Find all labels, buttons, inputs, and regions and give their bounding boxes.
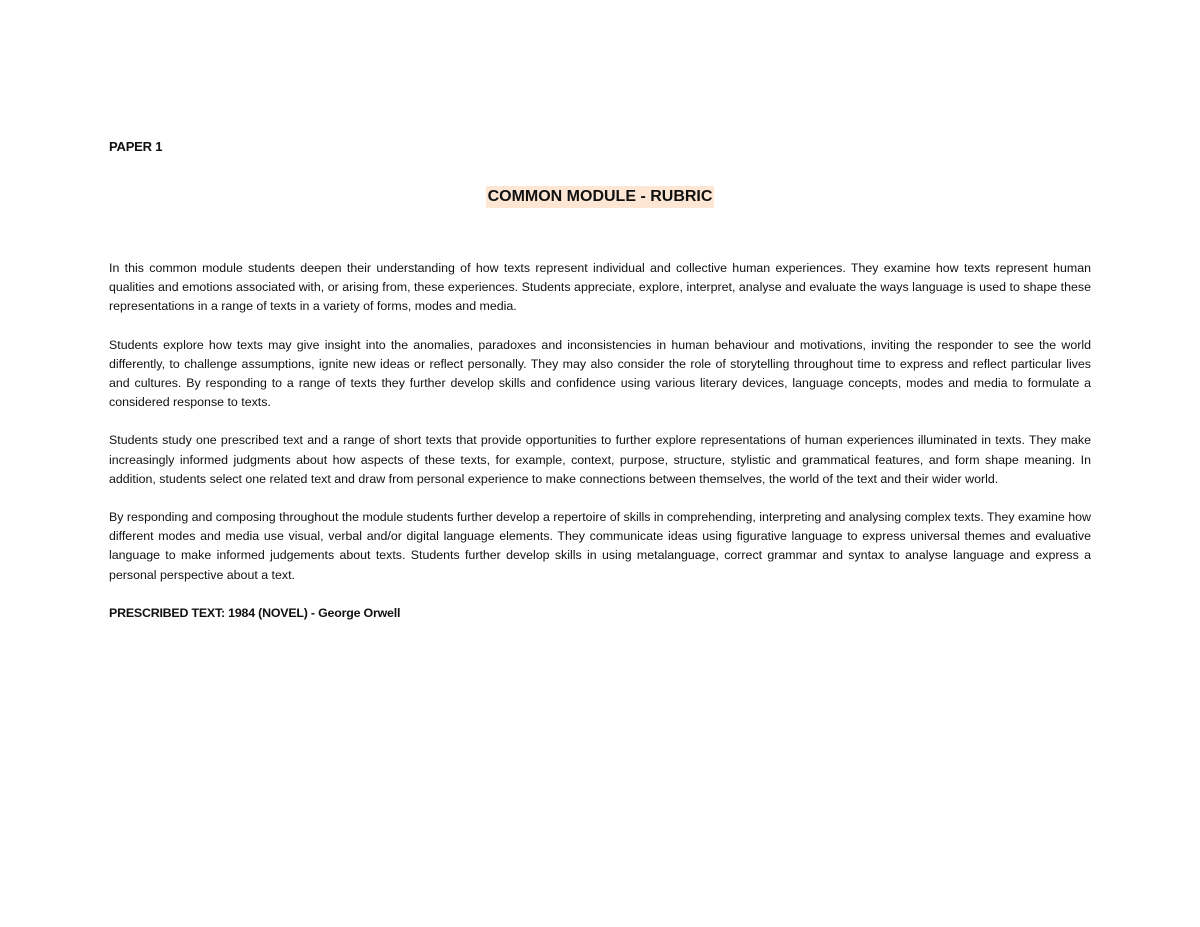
body-text: [109, 259, 1091, 623]
paper-label: PAPER 1: [109, 139, 163, 154]
paragraph-skills: By responding and composing throughout the module students further develop a repertoire of skills in comprehending, interpreting and analysing complex texts. They examine how different modes and media use visual, verbal and/or digital language elements. They communicate ideas using figurative language to express universal themes and evaluative language to make informed judgements about texts. Students further develop skills in using metalanguage, correct grammar and syntax to analyse language and express a personal perspective about a text.: [109, 510, 1091, 582]
paragraph-intro: In this common module students deepen their understanding of how texts represent individual and collective human experiences. They examine how texts represent human qualities and emotions associated with, or arising from, these experiences. Students appreciate, explore, interpret, analyse and evaluate the ways language is used to shape these representations in a range of texts in a variety of forms, modes and media.: [109, 261, 1091, 314]
prescribed-text-line: PRESCRIBED TEXT: 1984 (NOVEL) - George Orwell: [109, 605, 401, 620]
paragraph-prescribed-study: Students study one prescribed text and a range of short texts that provide opportunities to further explore representations of human experiences illuminated in texts. They make increasingly informed judgments about how aspects of these texts, for example, context, purpose, structure, stylistic and grammatical features, and form shape meaning. In addition, students select one related text and draw from personal experience to make connections between themselves, the world of the text and their wider world.: [109, 433, 1091, 486]
title-container: [109, 186, 1091, 208]
paragraph-insight: Students explore how texts may give insight into the anomalies, paradoxes and inconsistencies in human behaviour and motivations, inviting the responder to see the world differently, to challenge assumptions, ignite new ideas or reflect personally. They may also consider the role of storytelling throughout time to express and reflect particular lives and cultures. By responding to a range of texts they further develop skills and confidence using various literary devices, language concepts, modes and media to formulate a considered response to texts.: [109, 337, 1091, 410]
document-title: COMMON MODULE - RUBRIC: [486, 186, 715, 208]
document-page: [109, 139, 1091, 623]
